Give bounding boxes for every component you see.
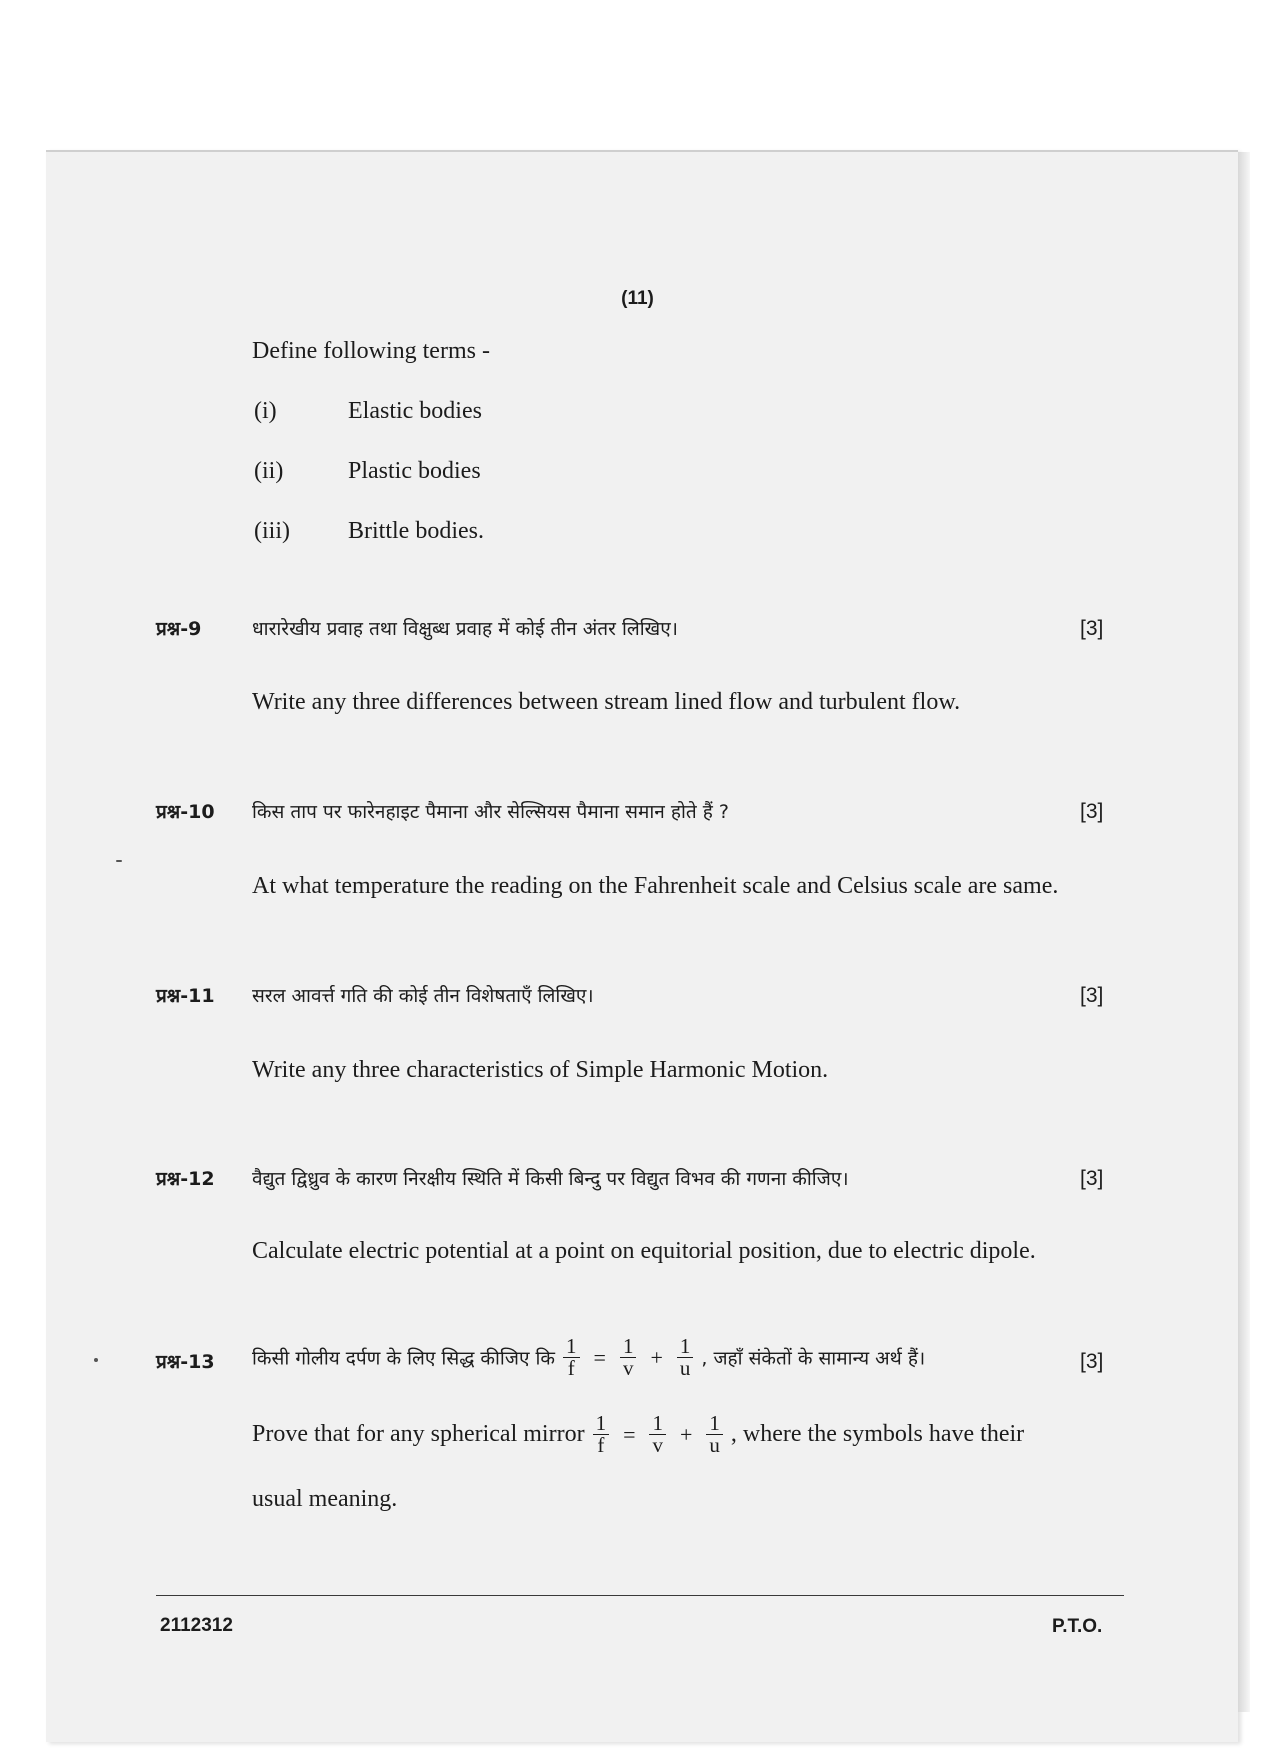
formula-plus: + — [679, 1421, 693, 1447]
question-marks: [3] — [1080, 1350, 1104, 1373]
pto-label: P.T.O. — [1052, 1616, 1103, 1637]
question-english: Write any three characteristics of Simple Harmonic Motion. — [252, 1057, 829, 1083]
formula-term-v — [620, 1336, 637, 1379]
question-english: Calculate electric potential at a point on equitorial position, due to electric dipole. — [252, 1238, 1036, 1264]
formula-numerator: 1 — [620, 1336, 637, 1358]
intro-item-text: Elastic bodies — [348, 398, 482, 424]
sheet-edge — [1238, 152, 1250, 1712]
question-marks: [3] — [1080, 800, 1104, 823]
question-hindi-line — [252, 1336, 925, 1379]
formula-term-v — [649, 1413, 666, 1456]
formula-numerator: 1 — [593, 1413, 610, 1435]
question-hindi: किस ताप पर फारेनहाइट पैमाना और सेल्सियस पैमाना समान होते हैं ? — [252, 801, 729, 823]
paper-code: 2112312 — [160, 1615, 233, 1636]
question-english: At what temperature the reading on the Fahrenheit scale and Celsius scale are same. — [252, 873, 1059, 899]
intro-item-num: (ii) — [254, 458, 284, 484]
question-english-after: , where the symbols have their — [730, 1421, 1025, 1447]
intro-prompt: Define following terms - — [252, 338, 490, 364]
question-english-before: Prove that for any spherical mirror — [252, 1421, 585, 1447]
formula-denominator: f — [567, 1356, 575, 1380]
question-label: प्रश्न-11 — [156, 985, 215, 1007]
formula-denominator: f — [597, 1433, 605, 1457]
formula-term-u — [706, 1413, 723, 1456]
question-hindi: वैद्युत द्विध्रुव के कारण निरक्षीय स्थिति में किसी बिन्दु पर विद्युत विभव की गणना कीजिए। — [252, 1168, 849, 1190]
speck-mark — [94, 1358, 98, 1362]
intro-item-num: (iii) — [254, 518, 290, 544]
question-marks: [3] — [1080, 984, 1104, 1007]
question-marks: [3] — [1080, 617, 1104, 640]
formula-term-u — [677, 1336, 694, 1379]
speck-mark — [116, 860, 122, 862]
question-hindi-before: किसी गोलीय दर्पण के लिए सिद्ध कीजिए कि — [252, 1347, 556, 1370]
paper-sheet — [46, 150, 1238, 1742]
formula-numerator: 1 — [677, 1336, 694, 1358]
intro-item-text: Brittle bodies. — [348, 518, 484, 544]
formula-equals: = — [623, 1421, 636, 1447]
question-hindi: सरल आवर्त्त गति की कोई तीन विशेषताएँ लिखिए। — [252, 985, 594, 1007]
formula-denominator: v — [652, 1433, 663, 1457]
question-english: Write any three differences between stream lined flow and turbulent flow. — [252, 689, 961, 715]
formula-denominator: v — [622, 1356, 634, 1380]
question-label: प्रश्न-13 — [156, 1351, 215, 1373]
formula-numerator: 1 — [649, 1413, 666, 1435]
intro-item-num: (i) — [254, 398, 277, 424]
question-marks: [3] — [1080, 1167, 1104, 1190]
formula-plus: + — [650, 1344, 663, 1370]
intro-item-text: Plastic bodies — [348, 458, 481, 484]
question-label: प्रश्न-9 — [156, 618, 202, 640]
formula-numerator: 1 — [563, 1336, 580, 1358]
formula-term-f — [563, 1336, 580, 1379]
formula-denominator: u — [709, 1433, 720, 1457]
question-label: प्रश्न-12 — [156, 1168, 215, 1190]
formula-term-f — [593, 1413, 610, 1456]
question-label: प्रश्न-10 — [156, 801, 215, 823]
question-hindi: धारारेखीय प्रवाह तथा विक्षुब्ध प्रवाह में कोई तीन अंतर लिखिए। — [252, 618, 678, 640]
footer-rule — [156, 1595, 1124, 1596]
question-english-line2: usual meaning. — [252, 1486, 398, 1512]
question-english-line — [252, 1413, 1024, 1456]
page-number: (11) — [621, 288, 654, 309]
question-hindi-after: , जहाँ संकेतों के सामान्य अर्थ हैं। — [701, 1347, 926, 1370]
formula-numerator: 1 — [706, 1413, 723, 1435]
formula-equals: = — [593, 1344, 606, 1370]
formula-denominator: u — [679, 1356, 691, 1380]
